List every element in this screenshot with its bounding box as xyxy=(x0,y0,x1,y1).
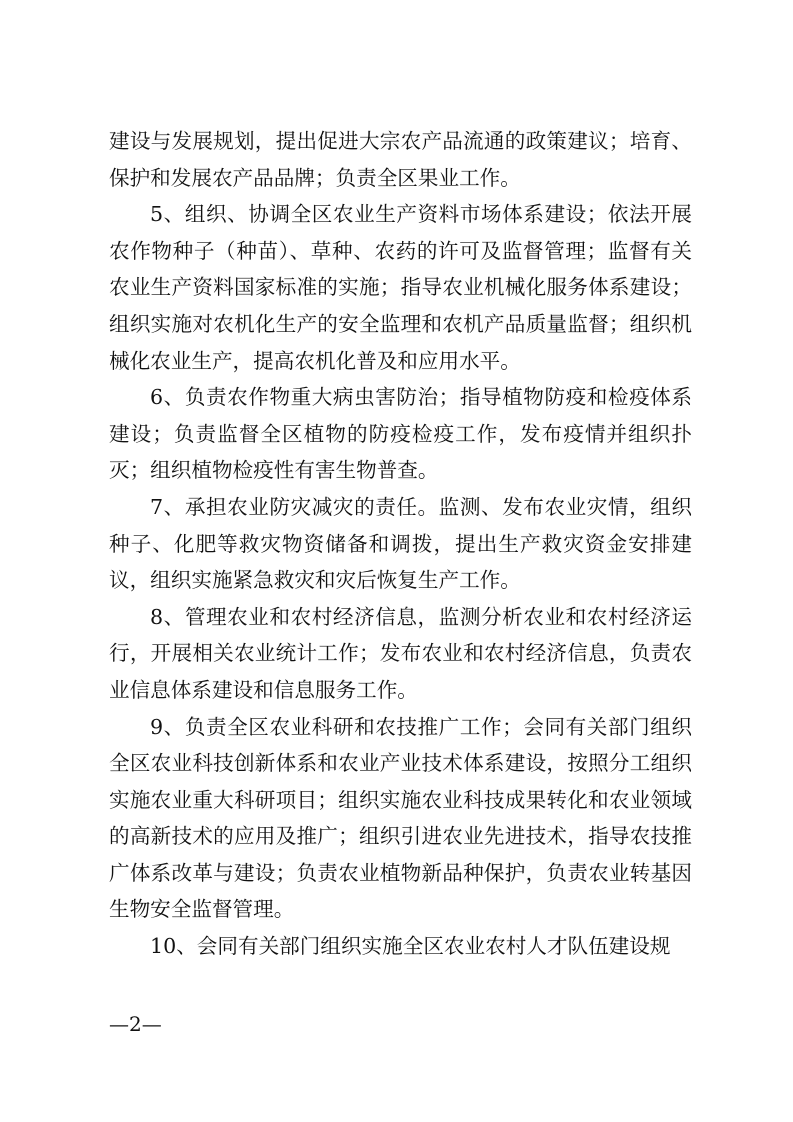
paragraph-item-7: 7、承担农业防灾减灾的责任。监测、发布农业灾情，组织种子、化肥等救灾物资储备和调拨，提出生产救灾资金安排建议，组织实施紧急救灾和灾后恢复生产工作。 xyxy=(109,494,692,593)
paragraph-item-10: 10、会同有关部门组织实施全区农业农村人才队伍建设规 xyxy=(150,934,671,959)
paragraph-item-8: 8、管理农业和农村经济信息，监测分析农业和农村经济运行，开展相关农业统计工作；发布农业和农村经济信息，负责农业信息体系建设和信息服务工作。 xyxy=(109,604,692,702)
document-body xyxy=(109,123,692,965)
paragraph-item-9: 9、负责全区农业科研和农技推广工作；会同有关部门组织全区农业科技创新体系和农业产业技术体系建设，按照分工组织实施农业重大科研项目；组织实施农业科技成果转化和农业领域的高新技术的应用及推广；组织引进农业先进技术，指导农技推广体系改革与建设；负责农业植物新品种保护，负责农业转基因生物安全监督管理。 xyxy=(109,714,692,922)
page-number: —2— xyxy=(109,1012,162,1036)
paragraph-continuation: 建设与发展规划，提出促进大宗农产品流通的政策建议；培育、保护和发展农产品品牌；负责全区果业工作。 xyxy=(109,129,692,190)
paragraph-item-6: 6、负责农作物重大病虫害防治；指导植物防疫和检疫体系建设；负责监督全区植物的防疫检疫工作，发布疫情并组织扑灭；组织植物检疫性有害生物普查。 xyxy=(109,385,692,483)
paragraph-item-5: 5、组织、协调全区农业生产资料市场体系建设；依法开展农作物种子（种苗）、草种、农药的许可及监督管理；监督有关农业生产资料国家标准的实施；指导农业机械化服务体系建设；组织实施对农机化生产的安全监理和农机产品质量监督；组织机械化农业生产，提高农机化普及和应用水平。 xyxy=(109,202,692,373)
